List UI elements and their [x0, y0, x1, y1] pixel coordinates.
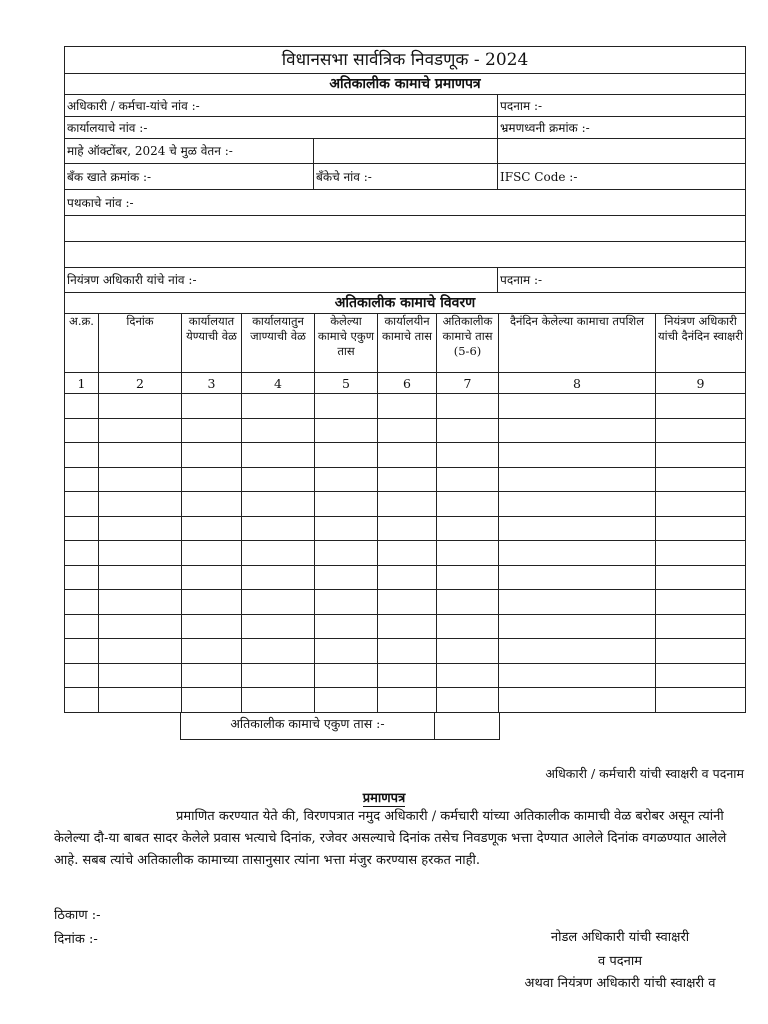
table-cell[interactable] — [99, 590, 182, 615]
details-form — [64, 46, 746, 314]
table-cell[interactable] — [499, 418, 656, 443]
basic-pay-extra[interactable] — [498, 139, 746, 164]
table-cell[interactable] — [99, 541, 182, 566]
table-cell[interactable] — [656, 663, 746, 688]
table-cell[interactable] — [378, 614, 437, 639]
table-cell[interactable] — [437, 541, 499, 566]
table-cell[interactable] — [499, 663, 656, 688]
table-cell[interactable] — [182, 565, 242, 590]
table-cell[interactable] — [656, 614, 746, 639]
certificate-heading — [0, 788, 768, 806]
table-cell[interactable] — [242, 492, 315, 517]
table-cell[interactable] — [65, 443, 99, 468]
basic-pay-value[interactable] — [314, 139, 498, 164]
table-cell[interactable] — [499, 443, 656, 468]
table-cell[interactable] — [656, 516, 746, 541]
table-cell[interactable] — [378, 516, 437, 541]
table-cell[interactable] — [182, 541, 242, 566]
table-row — [65, 443, 746, 468]
table-cell[interactable] — [656, 443, 746, 468]
table-row — [65, 394, 746, 419]
table-cell[interactable] — [499, 639, 656, 664]
squad-name-line-2[interactable] — [65, 216, 746, 242]
table-cell[interactable] — [242, 565, 315, 590]
table-cell[interactable] — [182, 443, 242, 468]
col-number: 8 — [499, 373, 656, 394]
overtime-table — [64, 313, 746, 713]
table-cell[interactable] — [182, 492, 242, 517]
table-cell[interactable] — [499, 614, 656, 639]
table-cell[interactable] — [99, 467, 182, 492]
table-cell[interactable] — [315, 590, 378, 615]
table-cell[interactable] — [65, 614, 99, 639]
table-cell[interactable] — [378, 443, 437, 468]
table-cell[interactable] — [99, 418, 182, 443]
table-cell[interactable] — [242, 541, 315, 566]
table-cell[interactable] — [65, 541, 99, 566]
table-cell[interactable] — [499, 394, 656, 419]
table-row — [65, 663, 746, 688]
table-cell[interactable] — [378, 394, 437, 419]
col-number: 1 — [65, 373, 99, 394]
col-number: 7 — [437, 373, 499, 394]
table-row — [65, 541, 746, 566]
table-cell[interactable] — [65, 394, 99, 419]
table-cell[interactable] — [182, 590, 242, 615]
table-cell[interactable] — [437, 663, 499, 688]
form-subtitle: अतिकालीक कामाचे प्रमाणपत्र — [65, 74, 746, 95]
table-cell[interactable] — [378, 418, 437, 443]
squad-name-line-3[interactable] — [65, 242, 746, 268]
table-cell[interactable] — [378, 688, 437, 713]
table-cell[interactable] — [242, 614, 315, 639]
table-cell[interactable] — [315, 663, 378, 688]
officer-signature-label: अधिकारी / कर्मचारी यांची स्वाक्षरी व पदनाम — [545, 766, 744, 781]
squad-name-field[interactable]: पथकाचे नांव :- — [65, 190, 746, 216]
table-cell[interactable] — [499, 565, 656, 590]
office-name-field[interactable]: कार्यालयाचे नांव :- — [65, 117, 498, 139]
table-cell[interactable] — [437, 394, 499, 419]
table-cell[interactable] — [99, 639, 182, 664]
certificate-text: प्रमाणित करण्यात येते की, विरणपत्रात नमुद अधिकारी / कर्मचारी यांच्या अतिकालीक कामाची वेळ बरोबर असून त्यांनी केलेल्या दौ-या बाबत सादर केलेले प्रवास भत्याचे दिनांक, रजेवर असल्याचे दिनांक तसेच निवडणूक भत्ता देण्यात आलेले दिनांक वगळण्यात आलेले आहे. सबब त्यांचे अतिकालीक कामाच्या तासानुसार त्यांना भत्ता मंजुर करण्यास हरकत नाही. — [54, 809, 727, 868]
table-cell[interactable] — [65, 639, 99, 664]
officer-name-field[interactable]: अधिकारी / कर्मचा-यांचे नांव :- — [65, 95, 498, 117]
table-cell[interactable] — [65, 418, 99, 443]
controlling-officer-field[interactable]: नियंत्रण अधिकारी यांचे नांव :- — [65, 268, 498, 293]
bank-account-field[interactable]: बँक खाते क्रमांक :- — [65, 164, 314, 190]
table-cell[interactable] — [437, 516, 499, 541]
table-cell[interactable] — [656, 541, 746, 566]
col-header-arrival-time: कार्यालयात येण्याची वेळ — [182, 314, 242, 373]
table-cell[interactable] — [182, 614, 242, 639]
col-header-overtime-hours: अतिकालीक कामाचे तास (5-6) — [437, 314, 499, 373]
table-cell[interactable] — [65, 590, 99, 615]
certificate-body — [54, 806, 744, 872]
col-number: 6 — [378, 373, 437, 394]
table-cell[interactable] — [437, 565, 499, 590]
col-header-serial: अ.क्र. — [65, 314, 99, 373]
table-cell[interactable] — [656, 639, 746, 664]
table-cell[interactable] — [315, 688, 378, 713]
col-number: 2 — [99, 373, 182, 394]
table-cell[interactable] — [242, 418, 315, 443]
table-cell[interactable] — [378, 541, 437, 566]
table-cell[interactable] — [656, 565, 746, 590]
col-number: 9 — [656, 373, 746, 394]
table-cell[interactable] — [656, 418, 746, 443]
table-cell[interactable] — [499, 467, 656, 492]
table-cell[interactable] — [499, 492, 656, 517]
nodal-signature-line-2: व पदनाम — [597, 954, 642, 969]
table-cell[interactable] — [242, 394, 315, 419]
mobile-field[interactable]: भ्रमणध्वनी क्रमांक :- — [498, 117, 746, 139]
form-title: विधानसभा सार्वत्रिक निवडणूक - 2024 — [65, 47, 746, 74]
table-cell[interactable] — [65, 688, 99, 713]
table-cell[interactable] — [437, 590, 499, 615]
col-header-total-hours: केलेल्या कामाचे एकुण तास — [315, 314, 378, 373]
col-header-date: दिनांक — [99, 314, 182, 373]
table-header-row — [65, 314, 746, 373]
table-cell[interactable] — [182, 467, 242, 492]
table-cell[interactable] — [242, 443, 315, 468]
basic-pay-field[interactable]: माहे ऑक्टोंबर, 2024 चे मुळ वेतन :- — [65, 139, 314, 164]
column-number-row — [65, 373, 746, 394]
table-cell[interactable] — [499, 590, 656, 615]
table-row — [65, 516, 746, 541]
col-header-departure-time: कार्यालयातुन जाण्याची वेळ — [242, 314, 315, 373]
table-cell[interactable] — [315, 614, 378, 639]
ifsc-field[interactable]: IFSC Code :- — [498, 164, 746, 190]
entry-rows — [65, 394, 746, 713]
col-number: 4 — [242, 373, 315, 394]
table-cell[interactable] — [65, 565, 99, 590]
table-cell[interactable] — [315, 516, 378, 541]
form-sheet — [64, 46, 745, 731]
table-cell[interactable] — [499, 688, 656, 713]
table-cell[interactable] — [182, 394, 242, 419]
table-cell[interactable] — [437, 614, 499, 639]
designation-field[interactable]: पदनाम :- — [498, 95, 746, 117]
table-cell[interactable] — [182, 688, 242, 713]
table-cell[interactable] — [315, 541, 378, 566]
table-cell[interactable] — [99, 394, 182, 419]
table-cell[interactable] — [378, 590, 437, 615]
col-header-office-hours: कार्यालयीन कामाचे तास — [378, 314, 437, 373]
table-cell[interactable] — [182, 516, 242, 541]
table-cell[interactable] — [378, 467, 437, 492]
table-cell[interactable] — [182, 663, 242, 688]
details-heading: अतिकालीक कामाचे विवरण — [65, 293, 746, 314]
table-cell[interactable] — [656, 590, 746, 615]
table-cell[interactable] — [656, 492, 746, 517]
table-cell[interactable] — [242, 639, 315, 664]
table-cell[interactable] — [437, 467, 499, 492]
table-cell[interactable] — [378, 663, 437, 688]
table-cell[interactable] — [242, 467, 315, 492]
table-row — [65, 639, 746, 664]
table-cell[interactable] — [99, 663, 182, 688]
table-cell[interactable] — [242, 663, 315, 688]
nodal-signature-line-3: अथवा नियंत्रण अधिकारी यांची स्वाक्षरी व — [524, 976, 716, 991]
col-header-work-details: दैनंदिन केलेल्या कामाचा तपशिल — [499, 314, 656, 373]
certificate-heading-text: प्रमाणपत्र — [362, 791, 406, 806]
table-cell[interactable] — [656, 467, 746, 492]
table-cell[interactable] — [315, 443, 378, 468]
col-number: 3 — [182, 373, 242, 394]
table-row — [65, 565, 746, 590]
col-number: 5 — [315, 373, 378, 394]
table-cell[interactable] — [315, 565, 378, 590]
table-row — [65, 688, 746, 713]
table-cell[interactable] — [99, 492, 182, 517]
table-cell[interactable] — [182, 639, 242, 664]
table-cell[interactable] — [65, 492, 99, 517]
table-cell[interactable] — [99, 614, 182, 639]
table-cell[interactable] — [65, 467, 99, 492]
table-cell[interactable] — [378, 565, 437, 590]
table-cell[interactable] — [437, 639, 499, 664]
table-cell[interactable] — [315, 394, 378, 419]
table-cell[interactable] — [437, 688, 499, 713]
table-cell[interactable] — [242, 590, 315, 615]
table-cell[interactable] — [378, 639, 437, 664]
table-cell[interactable] — [378, 492, 437, 517]
table-cell[interactable] — [99, 443, 182, 468]
table-cell[interactable] — [656, 688, 746, 713]
table-row — [65, 418, 746, 443]
table-cell[interactable] — [656, 394, 746, 419]
table-row — [65, 467, 746, 492]
table-cell[interactable] — [437, 418, 499, 443]
table-row — [65, 590, 746, 615]
table-cell[interactable] — [315, 492, 378, 517]
table-row — [65, 492, 746, 517]
table-cell[interactable] — [182, 418, 242, 443]
table-cell[interactable] — [437, 492, 499, 517]
table-cell[interactable] — [437, 443, 499, 468]
table-row — [65, 614, 746, 639]
bank-name-field[interactable]: बँकेचे नांव :- — [314, 164, 498, 190]
table-cell[interactable] — [99, 688, 182, 713]
table-cell[interactable] — [65, 663, 99, 688]
date-field: दिनांक :- — [54, 932, 98, 947]
table-cell[interactable] — [65, 516, 99, 541]
table-cell[interactable] — [99, 516, 182, 541]
table-cell[interactable] — [315, 467, 378, 492]
table-cell[interactable] — [242, 516, 315, 541]
col-header-officer-signature: नियंत्रण अधिकारी यांची दैनंदिन स्वाक्षरी — [656, 314, 746, 373]
table-cell[interactable] — [99, 565, 182, 590]
table-cell[interactable] — [315, 639, 378, 664]
total-hours-label: अतिकालीक कामाचे एकुण तास :- — [181, 713, 435, 739]
table-cell[interactable] — [499, 541, 656, 566]
controlling-designation-field[interactable]: पदनाम :- — [498, 268, 746, 293]
table-cell[interactable] — [315, 418, 378, 443]
total-hours-box — [180, 713, 500, 740]
table-cell[interactable] — [242, 688, 315, 713]
nodal-signature-line-1: नोडल अधिकारी यांची स्वाक्षरी — [550, 930, 690, 945]
table-cell[interactable] — [499, 516, 656, 541]
place-field: ठिकाण :- — [54, 908, 101, 923]
